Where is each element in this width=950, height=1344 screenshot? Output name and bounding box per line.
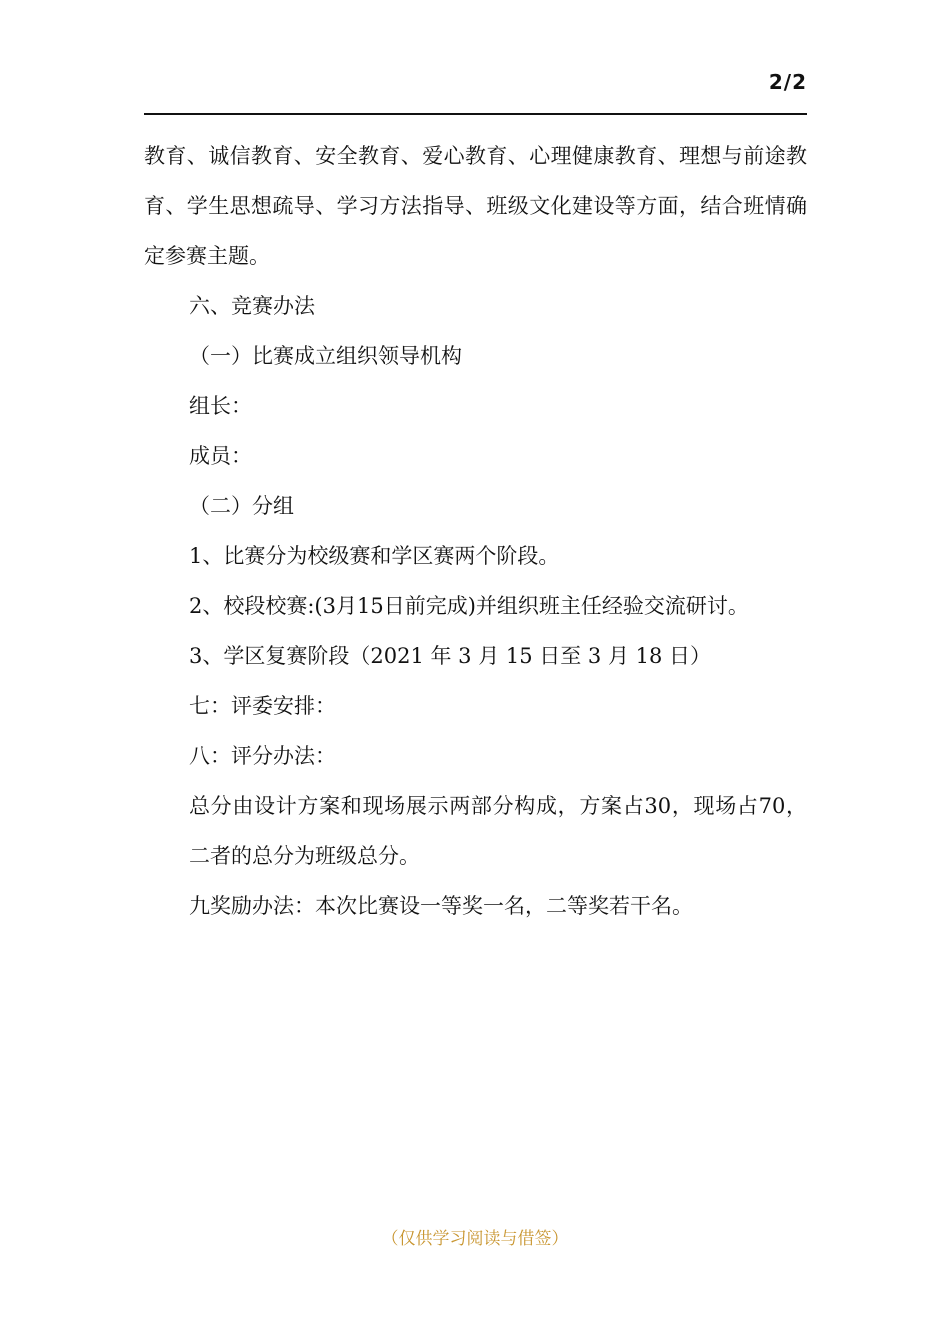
field-members: 成员：: [189, 444, 252, 468]
subheading-organization: （一）比赛成立组织领导机构: [189, 344, 462, 368]
list-item-district-round: 3、学区复赛阶段（2021 年 3 月 15 日至 3 月 18 日）: [189, 644, 712, 668]
heading-competition-method: 六、竞赛办法: [189, 294, 315, 318]
paragraph-scoring-detail: 总分由设计方案和现场展示两部分构成，方案占30，现场占70，二者的总分为班级总分。: [189, 794, 807, 868]
document-body: [144, 131, 807, 931]
list-item-stages: 1、比赛分为校级赛和学区赛两个阶段。: [189, 544, 560, 568]
field-team-leader: 组长：: [189, 394, 252, 418]
heading-scoring: 八：评分办法：: [189, 744, 336, 768]
heading-judges: 七：评委安排：: [189, 694, 336, 718]
page-number: 2/2: [768, 70, 807, 94]
footer-disclaimer: （仅供学习阅读与借签）: [381, 1229, 569, 1249]
paragraph-awards: 九奖励办法：本次比赛设一等奖一名，二等奖若干名。: [189, 894, 693, 918]
header-divider: [144, 113, 807, 115]
list-item-school-round: 2、校段校赛:(3月15日前完成)并组织班主任经验交流研讨。: [189, 594, 749, 618]
subheading-grouping: （二）分组: [189, 494, 294, 518]
paragraph-education-topics: 教育、诚信教育、安全教育、爱心教育、心理健康教育、理想与前途教育、学生思想疏导、学习方法指导、班级文化建设等方面，结合班情确定参赛主题。: [144, 144, 807, 268]
